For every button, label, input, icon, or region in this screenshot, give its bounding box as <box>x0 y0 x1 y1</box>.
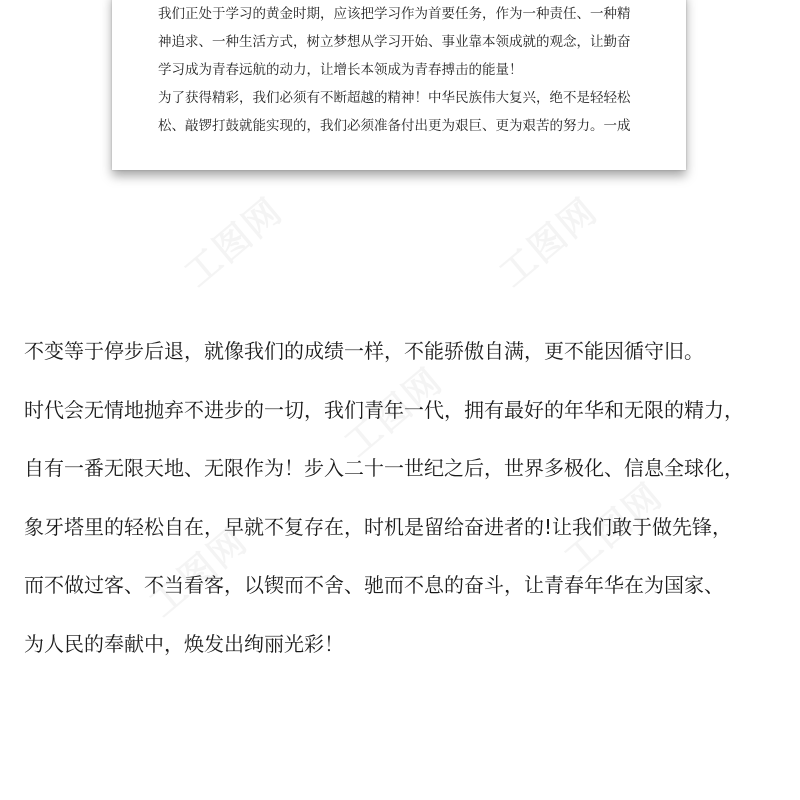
body-text <box>24 322 784 674</box>
excerpt-line: 学习成为青春远航的动力，让增长本领成为青春搏击的能量！ <box>158 62 523 78</box>
body-line: 时代会无情地抛弃不进步的一切，我们青年一代，拥有最好的年华和无限的精力， <box>24 397 744 422</box>
excerpt-line: 神追求、一种生活方式，树立梦想从学习开始、事业靠本领成就的观念，让勤奋 <box>158 34 631 50</box>
body-line: 而不做过客、不当看客，以锲而不舍、驰而不息的奋斗，让青春年华在为国家、 <box>24 573 724 598</box>
body-line: 不变等于停步后退，就像我们的成绩一样，不能骄傲自满，更不能因循守旧。 <box>24 339 704 363</box>
excerpt-card <box>112 0 686 170</box>
excerpt-line: 我们正处于学习的黄金时期，应该把学习作为首要任务，作为一种责任、一种精 <box>158 6 631 22</box>
excerpt-line: 松、敲锣打鼓就能实现的，我们必须准备付出更为艰巨、更为艰苦的努力。一成 <box>158 118 631 134</box>
watermark <box>172 184 292 296</box>
watermark <box>487 184 607 296</box>
body-line: 为人民的奉献中，焕发出绚丽光彩！ <box>24 631 344 656</box>
excerpt-line: 为了获得精彩，我们必须有不断超越的精神！中华民族伟大复兴，绝不是轻轻松 <box>158 90 631 106</box>
body-line: 自有一番无限天地、无限作为！步入二十一世纪之后，世界多极化、信息全球化， <box>24 456 744 481</box>
body-line: 象牙塔里的轻松自在，早就不复存在，时机是留给奋进者的!让我们敢于做先锋， <box>24 514 733 539</box>
